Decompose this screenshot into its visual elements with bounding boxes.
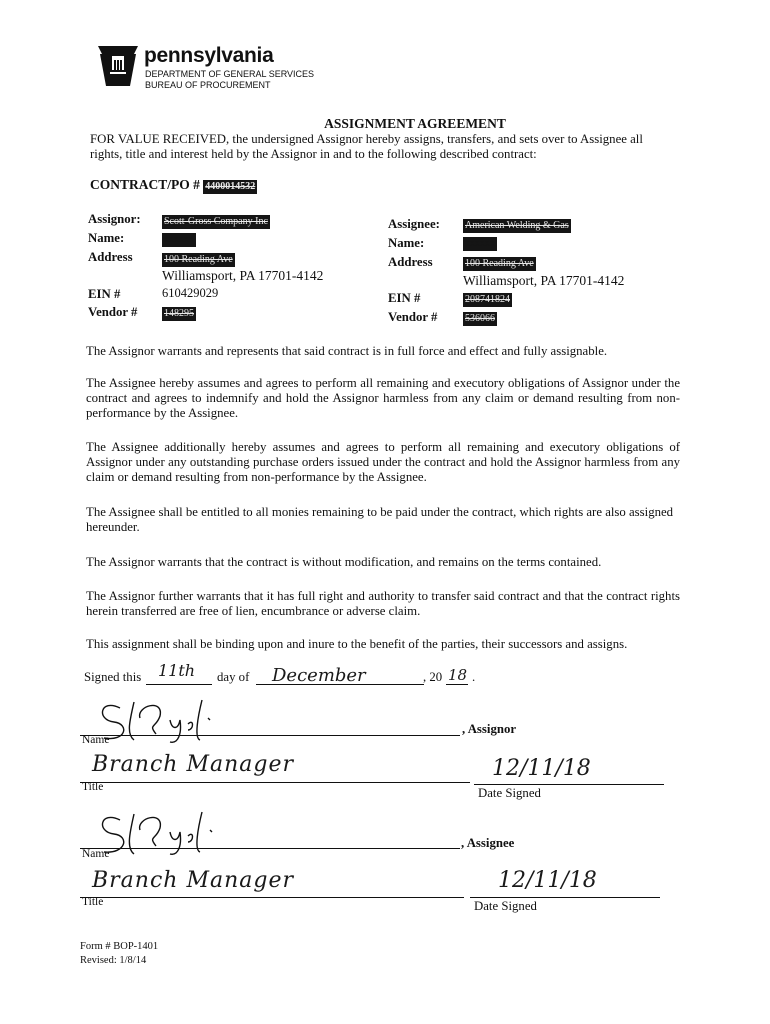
assignor-date-caption: Date Signed (478, 786, 541, 800)
assignee-date-caption: Date Signed (474, 899, 537, 913)
clause-paragraph: The Assignor warrants and represents that said contract is in full force and effect and fully assignable. (86, 344, 608, 358)
assignor-ein-label: EIN # (88, 287, 121, 301)
assignor-date-handwritten: 12/11/18 (492, 756, 591, 781)
clause-paragraph: This assignment shall be binding upon and inure to the benefit of the parties, their successors and assigns. (86, 637, 628, 651)
assignor-name-label: Name: (88, 231, 125, 245)
assignor-name-underline (80, 735, 460, 736)
signed-month-handwritten: December (272, 665, 366, 686)
revised-date: Revised: 1/8/14 (80, 955, 147, 966)
clause-paragraph: The Assignor warrants that the contract is without modification, and remains on the terms contained. (86, 555, 602, 569)
assignee-date-handwritten: 12/11/18 (498, 868, 597, 893)
assignee-address-label: Address (388, 255, 433, 269)
assignee-company-redacted: American Welding & Gas (465, 220, 569, 231)
assignor-title-underline (80, 782, 470, 783)
assignee-city: Williamsport, PA 17701-4142 (463, 273, 625, 288)
assignor-city: Williamsport, PA 17701-4142 (162, 268, 324, 283)
assignee-title-caption: Title (82, 896, 104, 908)
assignor-name-redacted: xxxxxx (164, 234, 194, 245)
clause-paragraph: The Assignee additionally hereby assumes and agrees to perform all remaining and executory obligations of Assignor under any outstanding purchase orders issued under the contract and hold the Assignor harmless from any claim or demand resulting from non-performance by the Assignee. (86, 440, 680, 484)
signed-this-label: Signed this (84, 670, 142, 684)
assignee-date-underline (470, 897, 660, 898)
bureau-text: BUREAU OF PROCUREMENT (145, 80, 271, 90)
form-number: Form # BOP-1401 (80, 941, 159, 952)
brand-title: pennsylvania (144, 44, 274, 67)
assignor-role-label: , Assignor (462, 722, 517, 736)
contract-number-row (90, 177, 257, 194)
day-underline (146, 684, 212, 685)
assignor-title-handwritten: Branch Manager (92, 752, 294, 777)
day-of-label: day of (217, 670, 250, 684)
assignee-name-label: Name: (388, 236, 425, 250)
comma-twenty: , 20 (423, 670, 443, 684)
clause-paragraph: The Assignee shall be entitled to all monies remaining to be paid under the contract, which rights are also assigned hereunder. (86, 505, 674, 534)
document-title: ASSIGNMENT AGREEMENT (324, 116, 506, 131)
assignor-address-redacted: 100 Reading Ave (164, 254, 233, 265)
assignor-name-caption: Name (82, 734, 110, 746)
assignee-ein-redacted: 208741824 (465, 294, 510, 305)
assignor-date-underline (474, 784, 664, 785)
assignee-vendor-label: Vendor # (388, 310, 438, 324)
department-text: DEPARTMENT OF GENERAL SERVICES (145, 69, 315, 79)
contract-label: CONTRACT/PO # (90, 177, 200, 192)
assignor-address-label: Address (88, 250, 133, 264)
assignee-name-redacted: xxxxxx (465, 238, 495, 249)
contract-number-redacted: 4400014532 (205, 181, 256, 192)
assignee-ein-label: EIN # (388, 291, 421, 305)
assignor-vendor-label: Vendor # (88, 305, 138, 319)
clause-paragraph: The Assignee hereby assumes and agrees to perform all remaining and executory obligations of Assignor under the contract and agrees to indemnify and hold the Assignor harmless from any claim or demand resulting from non-performance by the Assignee. (86, 376, 680, 420)
signed-day-handwritten: 11th (158, 661, 196, 680)
assignor-ein-value: 610429029 (162, 286, 219, 300)
signed-year-handwritten: 18 (448, 666, 468, 684)
assignor-company-redacted: Scott-Gross Company Inc (164, 216, 268, 227)
assignee-name-underline (80, 848, 460, 849)
assignee-role-label: , Assignee (461, 836, 515, 850)
assignor-vendor-redacted: 148295 (164, 308, 194, 319)
period-mark: . (472, 670, 476, 684)
assignor-signature-icon (90, 694, 240, 746)
assignee-signature-icon (90, 806, 240, 860)
year-underline (446, 684, 468, 685)
intro-paragraph: FOR VALUE RECEIVED, the undersigned Assignor hereby assigns, transfers, and sets over to Assignee all rights, title and interest held by the Assignor in and to the following described contract: (90, 132, 643, 161)
assignor-label: Assignor: (88, 212, 141, 226)
assignee-title-underline (80, 897, 464, 898)
keystone-logo-icon (96, 44, 140, 88)
assignee-label: Assignee: (388, 217, 440, 231)
assignee-vendor-redacted: 536066 (465, 313, 495, 324)
assignee-name-caption: Name (82, 848, 110, 860)
assignee-title-handwritten: Branch Manager (92, 868, 294, 893)
clause-paragraph: The Assignor further warrants that it has full right and authority to transfer said contract and that the contract rights herein transferred are free of lien, encumbrance or adverse claim. (86, 589, 680, 618)
assignor-title-caption: Title (82, 781, 104, 793)
department-label (145, 69, 314, 91)
assignee-address-redacted: 100 Reading Ave (465, 258, 534, 269)
